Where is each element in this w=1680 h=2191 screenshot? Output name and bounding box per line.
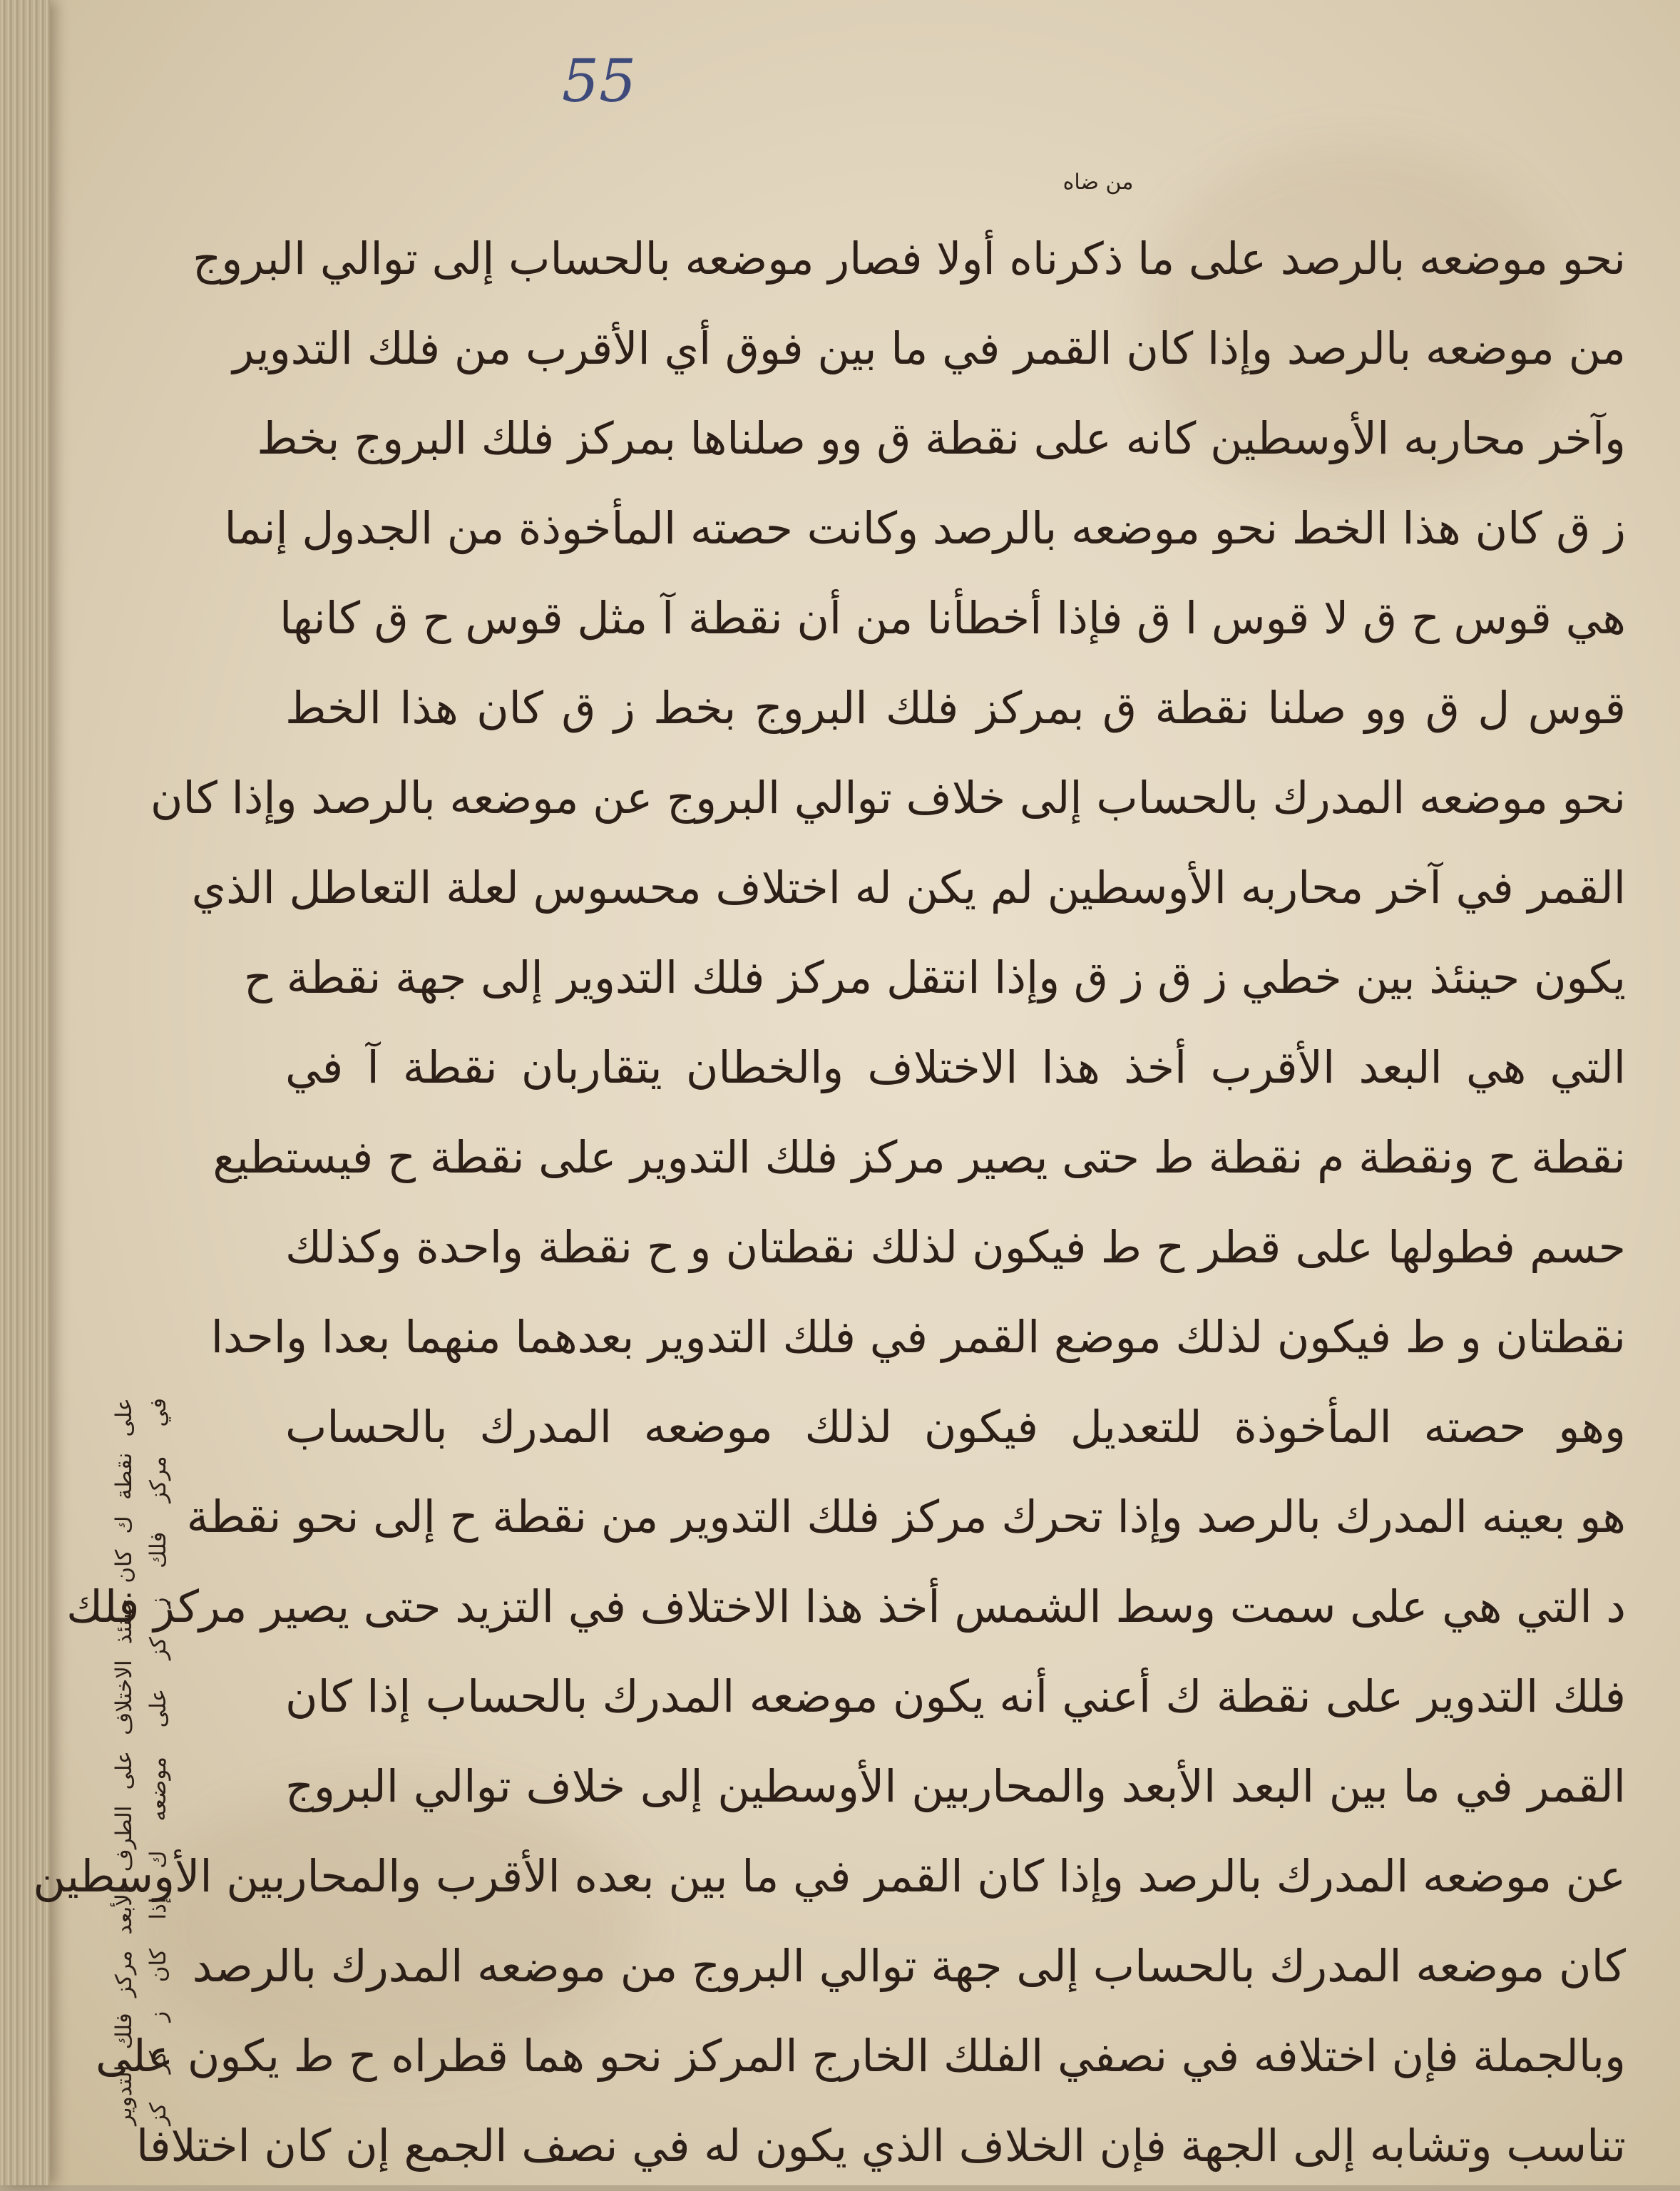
interlinear-insertion: من ضاه — [1062, 170, 1134, 195]
margin-note-line: في مركز فلك ز كز على موضعه ك إذا كان ز كز كز — [145, 1398, 171, 2125]
text-line: حسم فطولها على قطر ح ط فيكون لذلك نقطتان و ح نقطة واحدة وكذلك — [285, 1221, 1626, 1273]
text-line: من موضعه بالرصد وإذا كان القمر في ما بين فوق أي الأقرب من فلك التدوير — [232, 322, 1626, 374]
text-line: نحو موضعه المدرك بالحساب إلى خلاف توالي البروج عن موضعه بالرصد وإذا كان — [150, 772, 1626, 824]
text-line: وآخر محاربه الأوسطين كانه على نقطة ق وو صلناها بمركز فلك البروج بخط — [257, 412, 1626, 464]
text-line: عن موضعه المدرك بالرصد وإذا كان القمر في ما بين بعده الأقرب والمحاربين الأوسطين — [33, 1850, 1626, 1902]
text-line: د التي هي على سمت وسط الشمس أخذ هذا الاختلاف في التزيد حتى يصير مركز فلك — [66, 1580, 1626, 1633]
margin-note-line: على نقطة ك كان حينئذ الاختلاف على الطرف الأبعد مركز فلك التدوير — [111, 1398, 137, 2125]
text-line: فلك التدوير على نقطة ك أعني أنه يكون موضعه المدرك بالحساب إذا كان — [285, 1670, 1626, 1722]
text-line: نقطة ح ونقطة م نقطة ط حتى يصير مركز فلك التدوير على نقطة ح فيستطيع — [212, 1131, 1626, 1183]
text-line: ز ق كان هذا الخط نحو موضعه بالرصد وكانت حصته المأخوذة من الجدول إنما — [224, 502, 1626, 554]
text-line: كان موضعه المدرك بالحساب إلى جهة توالي البروج من موضعه المدرك بالرصد — [192, 1940, 1626, 1992]
text-line: يكون حينئذ بين خطي ز ق ز ق وإذا انتقل مركز فلك التدوير إلى جهة نقطة ح — [243, 951, 1626, 1003]
text-line: قوس ل ق وو صلنا نقطة ق بمركز فلك البروج بخط ز ق كان هذا الخط — [285, 682, 1626, 734]
marginal-note — [107, 1398, 214, 2125]
text-line: هي قوس ح ق لا قوس ا ق فإذا أخطأنا من أن نقطة آ مثل قوس ح ق كانها — [279, 592, 1626, 644]
text-line: القمر في ما بين البعد الأبعد والمحاربين الأوسطين إلى خلاف توالي البروج — [285, 1760, 1626, 1812]
text-line: هو بعينه المدرك بالرصد وإذا تحرك مركز فلك التدوير من نقطة ح إلى نحو نقطة — [186, 1491, 1626, 1543]
folio-number: 55 — [561, 48, 637, 116]
text-line: نقطتان و ط فيكون لذلك موضع القمر في فلك التدوير بعدهما منهما بعدا واحدا — [210, 1311, 1626, 1363]
text-line: وبالجملة فإن اختلافه في نصفي الفلك الخارج المركز نحو هما قطراه ح ط يكون على — [96, 2030, 1626, 2082]
text-line: القمر في آخر محاربه الأوسطين لم يكن له اختلاف محسوس لعلة التعاطل الذي — [191, 862, 1626, 914]
text-line: تناسب وتشابه إلى الجهة فإن الخلاف الذي يكون له في نصف الجمع إن كان اختلافا — [135, 2120, 1626, 2172]
text-line: وهو حصته المأخوذة للتعديل فيكون لذلك موضعه المدرك بالحساب — [285, 1401, 1626, 1453]
text-line: التي هي البعد الأقرب أخذ هذا الاختلاف والخطان يتقاربان نقطة آ في — [285, 1041, 1626, 1093]
text-line: نحو موضعه بالرصد على ما ذكرناه أولا فصار موضعه بالحساب إلى توالي البروج — [193, 233, 1626, 285]
